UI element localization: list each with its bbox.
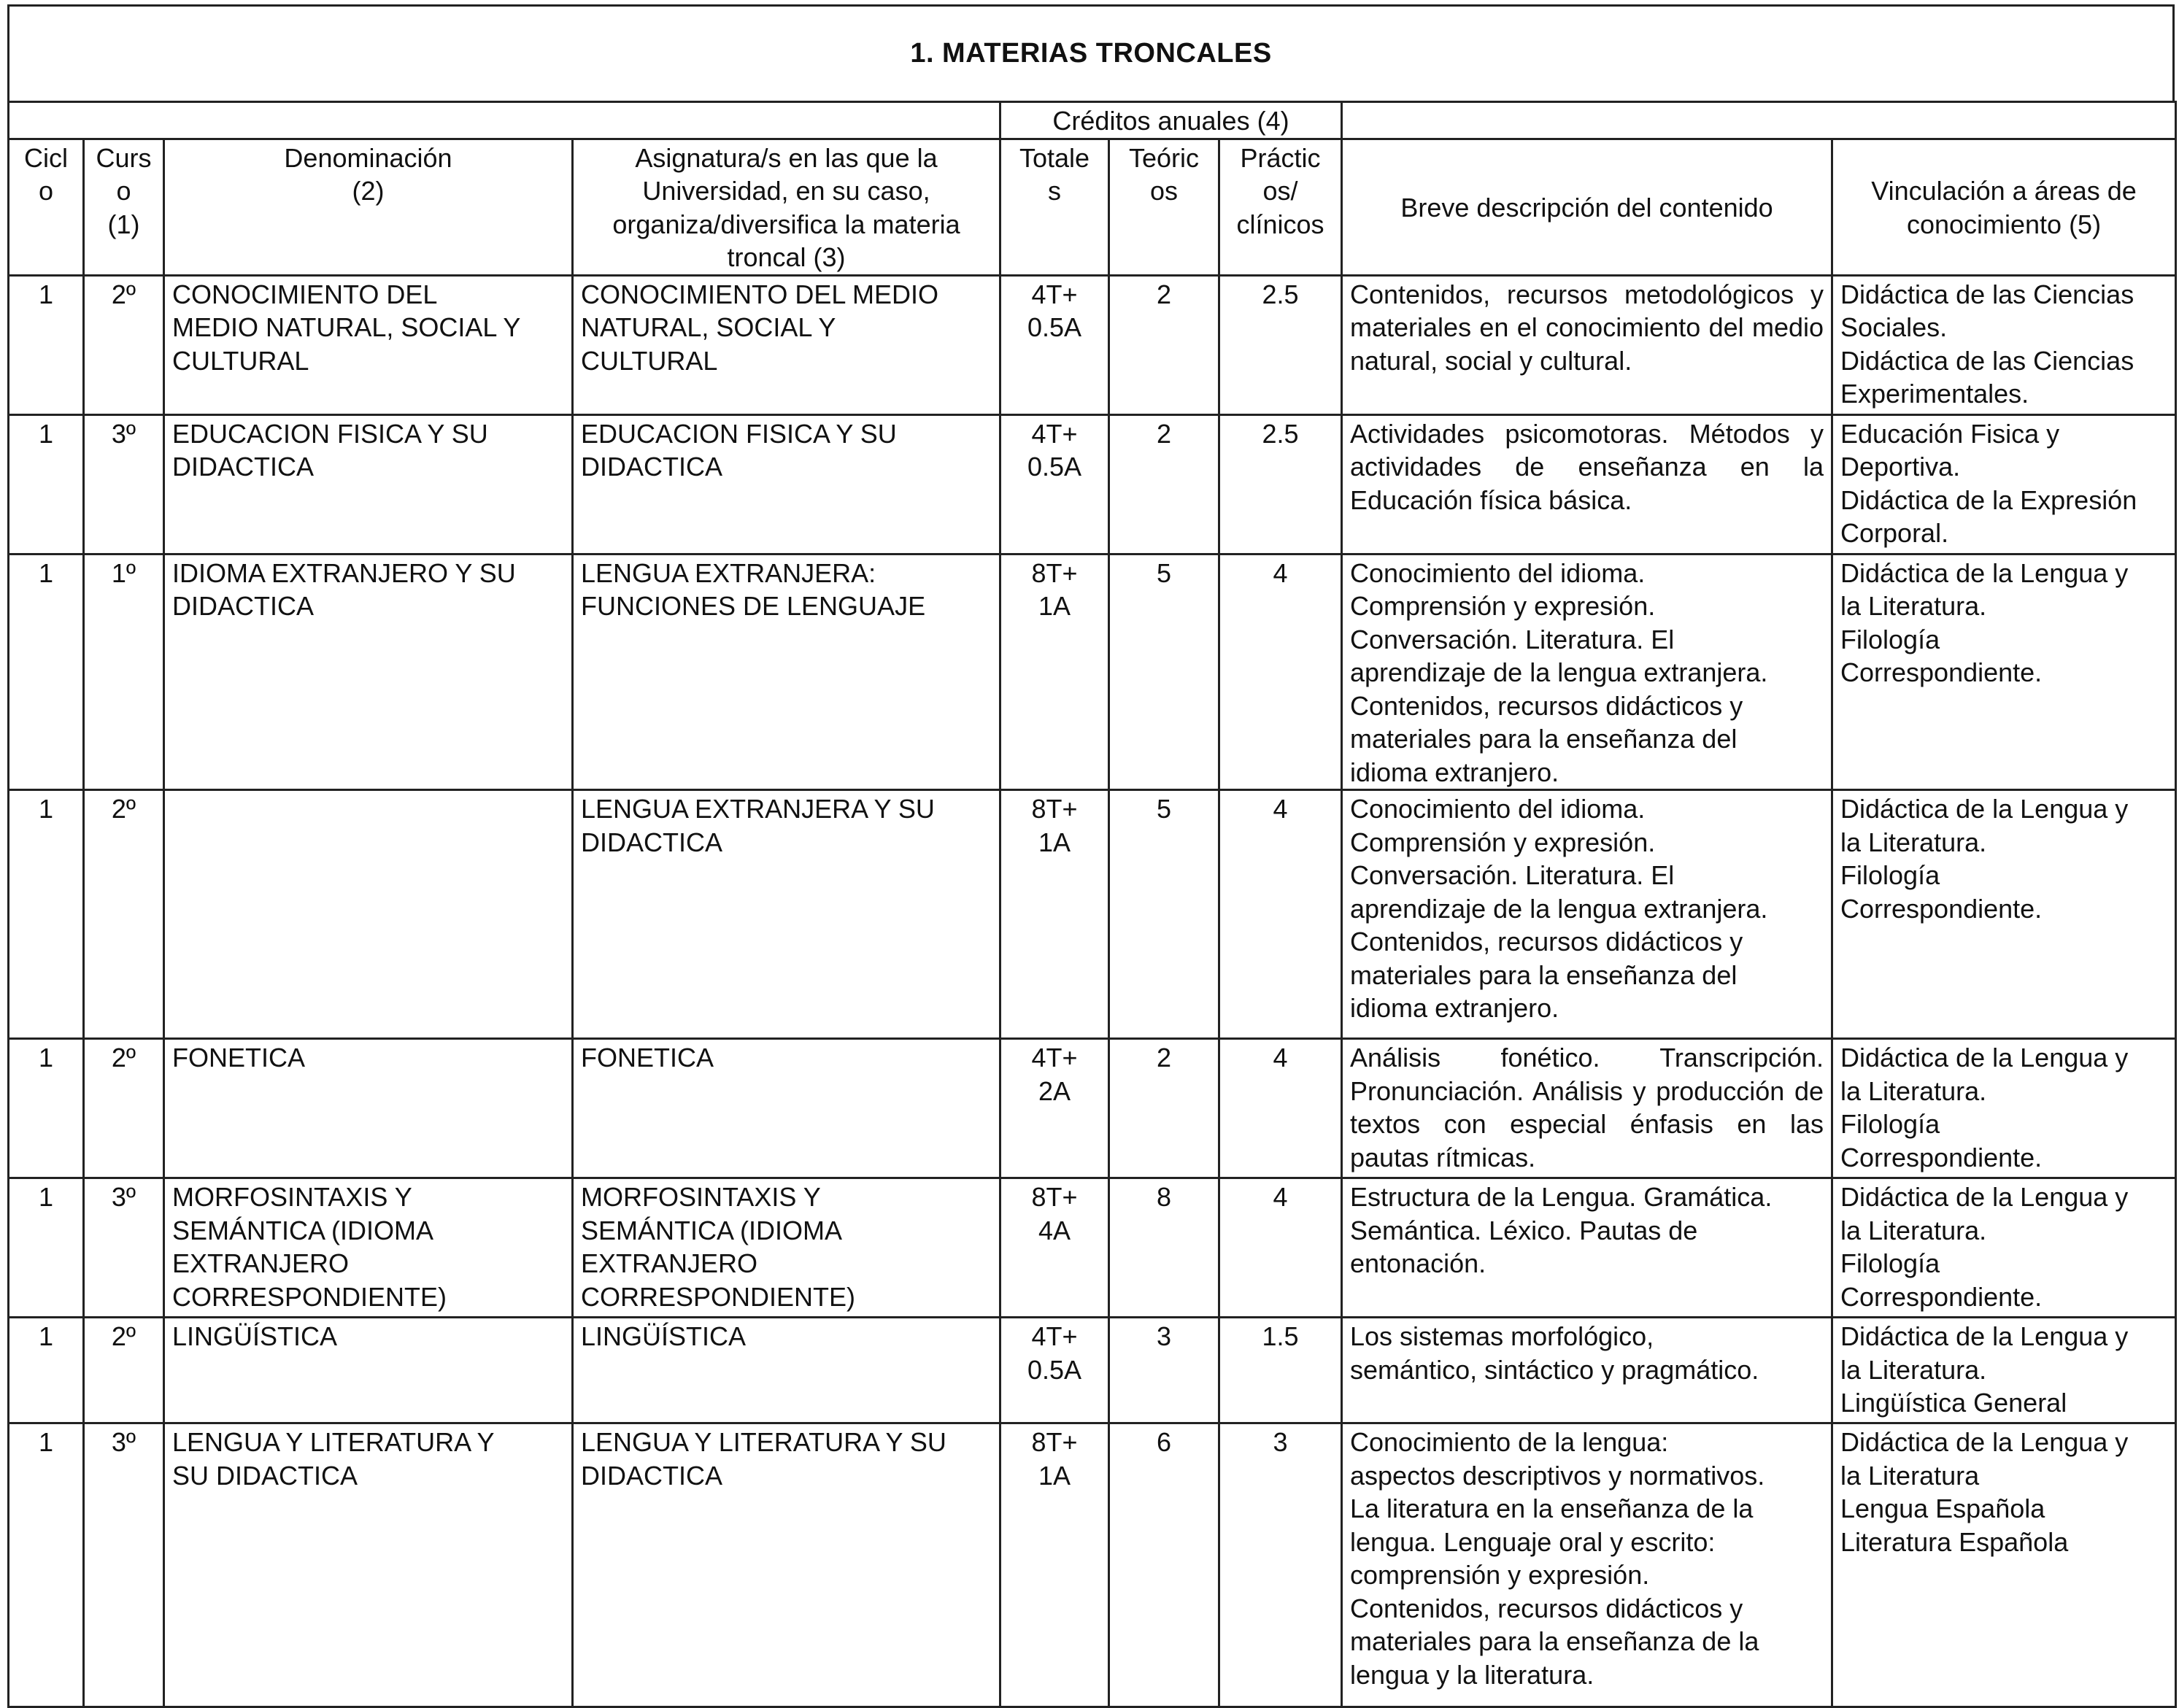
text-line: Didáctica de la Lengua y [1840,1043,2129,1073]
header-asignatura [573,139,1000,275]
text-line: 8T+ [1031,1182,1078,1212]
text-line: IDIOMA EXTRANJERO Y SU [172,557,516,588]
text-line: Conocimiento del idioma. [1350,794,1646,824]
text-line: lengua y la literatura. [1350,1659,1594,1690]
text-line: materiales para la enseñanza de la [1350,1626,1759,1656]
text-line: 0.5A [1027,312,1082,342]
text-line: Correspondiente. [1840,893,2043,924]
cell-practicos: 4 [1219,790,1342,1039]
text-line: Experimentales. [1840,379,2029,409]
header-vinculacion [1832,139,2176,275]
table-row [9,554,2176,790]
text-line: 1A [1038,827,1071,857]
cell-vinculacion [1832,1178,2176,1318]
text-line: CONOCIMIENTO DEL [172,279,438,309]
cell-denominacion [164,414,573,554]
text-line: materiales para la enseñanza del [1350,959,1738,990]
text-line: Conversación. Literatura. El [1350,860,1675,890]
cell-asignatura [573,1039,1000,1178]
text-line: MORFOSINTAXIS Y [581,1182,821,1212]
text-line: 4A [1038,1215,1071,1245]
cell-asignatura [573,1178,1000,1318]
table-row [9,1178,2176,1318]
cell-practicos: 2.5 [1219,414,1342,554]
text-line: Totale [1019,142,1090,173]
text-line: Vinculación a áreas de [1871,176,2137,206]
text-line: semántico, sintáctico y pragmático. [1350,1354,1759,1385]
cell-totales [1000,790,1109,1039]
cell-denominacion [164,1039,573,1178]
text-line: Correspondiente. [1840,1281,2043,1312]
header-spacer-right [1342,102,2176,139]
cell-asignatura [573,414,1000,554]
text-line: os/ [1262,176,1298,206]
cell-vinculacion [1832,275,2176,414]
text-line: FONETICA [581,1043,714,1073]
cell-curso: 2º [84,275,164,414]
cell-practicos: 4 [1219,1039,1342,1178]
text-line: FONETICA [172,1043,306,1073]
text-line: organiza/diversifica la materia [612,209,960,239]
header-teoricos [1109,139,1219,275]
text-line: 0.5A [1027,1354,1082,1385]
cell-denominacion [164,790,573,1039]
text-line: Comprensión y expresión. [1350,591,1656,621]
text-line: DIDACTICA [172,591,315,621]
text-line: Conversación. Literatura. El [1350,624,1675,654]
table-row [9,275,2176,414]
text-line: Correspondiente. [1840,657,2043,687]
text-line: LENGUA EXTRANJERA Y SU [581,794,935,824]
text-line: Cicl [24,142,68,173]
header-ciclo [9,139,84,275]
text-line: 4T+ [1031,279,1078,309]
text-line: CORRESPONDIENTE) [581,1281,856,1312]
cell-ciclo: 1 [9,1178,84,1318]
text-line: (1) [107,209,140,239]
text-line: la Literatura [1840,1460,1980,1491]
cell-curso: 2º [84,790,164,1039]
text-line: Filología [1840,1109,1940,1139]
cell-totales [1000,554,1109,790]
table-body [9,102,2176,1707]
cell-denominacion [164,1423,573,1707]
text-line: comprensión y expresión. [1350,1560,1650,1590]
text-line: Didáctica de las Ciencias [1840,345,2134,376]
cell-asignatura [573,275,1000,414]
text-line: 0.5A [1027,452,1082,482]
cell-ciclo: 1 [9,790,84,1039]
text-line: CULTURAL [172,345,309,376]
page-title: 1. MATERIAS TRONCALES [910,38,1272,69]
text-line: clínicos [1236,209,1324,239]
text-line: idioma extranjero. [1350,993,1559,1023]
text-line: Universidad, en su caso, [642,176,930,206]
cell-teoricos: 2 [1109,275,1219,414]
text-line: Didáctica de la Lengua y [1840,557,2129,588]
cell-ciclo: 1 [9,1318,84,1423]
cell-descripcion: Análisis fonético. Transcripción. Pronunciación. Análisis y producción de textos con especial énfasis en las pautas rítmicas. [1342,1039,1832,1178]
text-line: Didáctica de la Lengua y [1840,1182,2129,1212]
text-line: conocimiento (5) [1906,209,2102,239]
text-line: Curs [96,142,152,173]
text-line: aspectos descriptivos y normativos. [1350,1460,1765,1491]
text-line: Didáctica de la Lengua y [1840,1427,2129,1457]
text-line: 4T+ [1031,1043,1078,1073]
text-line: 1A [1038,591,1071,621]
text-line: Sociales. [1840,312,1948,342]
cell-teoricos: 2 [1109,414,1219,554]
text-line: (2) [352,176,385,206]
text-line: LENGUA Y LITERATURA Y SU [581,1427,946,1457]
cell-ciclo: 1 [9,1039,84,1178]
text-line: Lingüística General [1840,1388,2067,1418]
text-line: s [1048,176,1061,206]
text-line: LINGÜÍSTICA [172,1321,338,1351]
header-descripcion: Breve descripción del contenido [1342,139,1832,275]
cell-ciclo: 1 [9,554,84,790]
cell-denominacion [164,554,573,790]
cell-practicos: 2.5 [1219,275,1342,414]
cell-curso: 2º [84,1318,164,1423]
text-line: 8T+ [1031,1427,1078,1457]
header-curso [84,139,164,275]
text-line: DIDACTICA [581,1460,723,1491]
column-header-row [9,139,2176,275]
cell-totales [1000,414,1109,554]
text-line: Educación Fisica y [1840,418,2060,449]
cell-ciclo: 1 [9,1423,84,1707]
text-line: Deportiva. [1840,452,1961,482]
text-line: DIDACTICA [172,452,315,482]
text-line: Filología [1840,624,1940,654]
text-line: os [1149,176,1179,206]
text-line: SEMÁNTICA (IDIOMA [581,1215,843,1245]
cell-vinculacion [1832,1318,2176,1423]
cell-curso: 1º [84,554,164,790]
cell-practicos: 1.5 [1219,1318,1342,1423]
cell-asignatura [573,1423,1000,1707]
cell-asignatura [573,554,1000,790]
cell-totales [1000,1318,1109,1423]
text-line: Literatura Española [1840,1526,2069,1557]
text-line: FUNCIONES DE LENGUAJE [581,591,926,621]
subjects-table [7,101,2177,1708]
text-line: la Literatura. [1840,591,1987,621]
text-line: LENGUA Y LITERATURA Y [172,1427,495,1457]
text-line: NATURAL, SOCIAL Y [581,312,836,342]
text-line: CULTURAL [581,345,718,376]
cell-curso: 3º [84,1423,164,1707]
cell-teoricos: 3 [1109,1318,1219,1423]
text-line: Corporal. [1840,518,1949,548]
text-line: 1A [1038,1460,1071,1491]
text-line: aprendizaje de la lengua extranjera. [1350,657,1768,687]
text-line: Didáctica de las Ciencias [1840,279,2134,309]
text-line: materiales para la enseñanza del [1350,724,1738,754]
text-line: MORFOSINTAXIS Y [172,1182,412,1212]
text-line: o [38,176,54,206]
cell-vinculacion [1832,790,2176,1039]
cell-descripcion: Contenidos, recursos metodológicos y materiales en el conocimiento del medio natural, social y cultural. [1342,275,1832,414]
cell-teoricos: 8 [1109,1178,1219,1318]
cell-teoricos: 5 [1109,554,1219,790]
text-line: lengua. Lenguaje oral y escrito: [1350,1526,1716,1557]
cell-practicos: 3 [1219,1423,1342,1707]
cell-totales [1000,275,1109,414]
text-line: Conocimiento del idioma. [1350,557,1646,588]
text-line: aprendizaje de la lengua extranjera. [1350,893,1768,924]
cell-asignatura [573,1318,1000,1423]
header-practicos [1219,139,1342,275]
cell-ciclo: 1 [9,414,84,554]
cell-totales [1000,1423,1109,1707]
cell-curso: 2º [84,1039,164,1178]
cell-teoricos: 2 [1109,1039,1219,1178]
text-line: Semántica. Léxico. Pautas de [1350,1215,1698,1245]
title-box [7,4,2175,101]
document [7,4,2175,1708]
text-line: Correspondiente. [1840,1142,2043,1172]
cell-descripcion [1342,1178,1832,1318]
text-line: Conocimiento de la lengua: [1350,1427,1669,1457]
text-line: La literatura en la enseñanza de la [1350,1493,1754,1523]
credits-group-header: Créditos anuales (4) [1000,102,1342,139]
header-denominacion [164,139,573,275]
cell-curso: 3º [84,1178,164,1318]
text-line: Filología [1840,860,1940,890]
text-line: Filología [1840,1248,1940,1278]
text-line: 2A [1038,1075,1071,1106]
credits-group-row [9,102,2176,139]
text-line: CONOCIMIENTO DEL MEDIO [581,279,939,309]
text-line: 8T+ [1031,557,1078,588]
cell-teoricos: 5 [1109,790,1219,1039]
header-totales [1000,139,1109,275]
text-line: MEDIO NATURAL, SOCIAL Y [172,312,521,342]
cell-descripcion [1342,1318,1832,1423]
text-line: Lengua Española [1840,1493,2045,1523]
cell-descripcion: Actividades psicomotoras. Métodos y actividades de enseñanza en la Educación física básica. [1342,414,1832,554]
table-row [9,790,2176,1039]
text-line: la Literatura. [1840,1215,1987,1245]
text-line: CORRESPONDIENTE) [172,1281,447,1312]
cell-vinculacion [1832,414,2176,554]
cell-curso: 3º [84,414,164,554]
table-row [9,414,2176,554]
cell-vinculacion [1832,1423,2176,1707]
text-line: EXTRANJERO [172,1248,350,1278]
cell-vinculacion [1832,1039,2176,1178]
text-line: Didáctica de la Expresión [1840,484,2137,515]
text-line: Didáctica de la Lengua y [1840,1321,2129,1351]
text-line: LINGÜÍSTICA [581,1321,747,1351]
table-row [9,1039,2176,1178]
text-line: la Literatura. [1840,1354,1987,1385]
text-line: Los sistemas morfológico, [1350,1321,1654,1351]
text-line: o [116,176,131,206]
text-line: idioma extranjero. [1350,757,1559,787]
text-line: 4T+ [1031,418,1078,449]
cell-denominacion [164,1178,573,1318]
text-line: Comprensión y expresión. [1350,827,1656,857]
text-line: Didáctica de la Lengua y [1840,794,2129,824]
cell-vinculacion [1832,554,2176,790]
text-line: entonación. [1350,1248,1486,1278]
text-line: Denominación [284,142,452,173]
cell-descripcion [1342,554,1832,790]
cell-totales [1000,1178,1109,1318]
text-line: Contenidos, recursos didácticos y [1350,927,1743,957]
text-line: Práctic [1240,142,1321,173]
cell-asignatura [573,790,1000,1039]
text-line: EDUCACION FISICA Y SU [581,418,897,449]
text-line: DIDACTICA [581,452,723,482]
text-line: Contenidos, recursos didácticos y [1350,1593,1743,1623]
text-line: troncal (3) [727,242,846,272]
text-line: LENGUA EXTRANJERA: [581,557,876,588]
text-line: Estructura de la Lengua. Gramática. [1350,1182,1773,1212]
text-line: Contenidos, recursos didácticos y [1350,690,1743,721]
text-line: 4T+ [1031,1321,1078,1351]
text-line: Teóric [1128,142,1200,173]
text-line: DIDACTICA [581,827,723,857]
cell-ciclo: 1 [9,275,84,414]
text-line: la Literatura. [1840,1075,1987,1106]
cell-practicos: 4 [1219,1178,1342,1318]
cell-descripcion [1342,790,1832,1039]
cell-teoricos: 6 [1109,1423,1219,1707]
table-row [9,1423,2176,1707]
text-line: SU DIDACTICA [172,1460,358,1491]
text-line: EXTRANJERO [581,1248,758,1278]
table-row [9,1318,2176,1423]
cell-descripcion [1342,1423,1832,1707]
text-line: Asignatura/s en las que la [635,142,938,173]
header-spacer [9,102,1000,139]
text-line: EDUCACION FISICA Y SU [172,418,488,449]
cell-denominacion [164,275,573,414]
text-line: 8T+ [1031,794,1078,824]
text-line: la Literatura. [1840,827,1987,857]
cell-totales [1000,1039,1109,1178]
text-line: SEMÁNTICA (IDIOMA [172,1215,434,1245]
cell-denominacion [164,1318,573,1423]
cell-practicos: 4 [1219,554,1342,790]
